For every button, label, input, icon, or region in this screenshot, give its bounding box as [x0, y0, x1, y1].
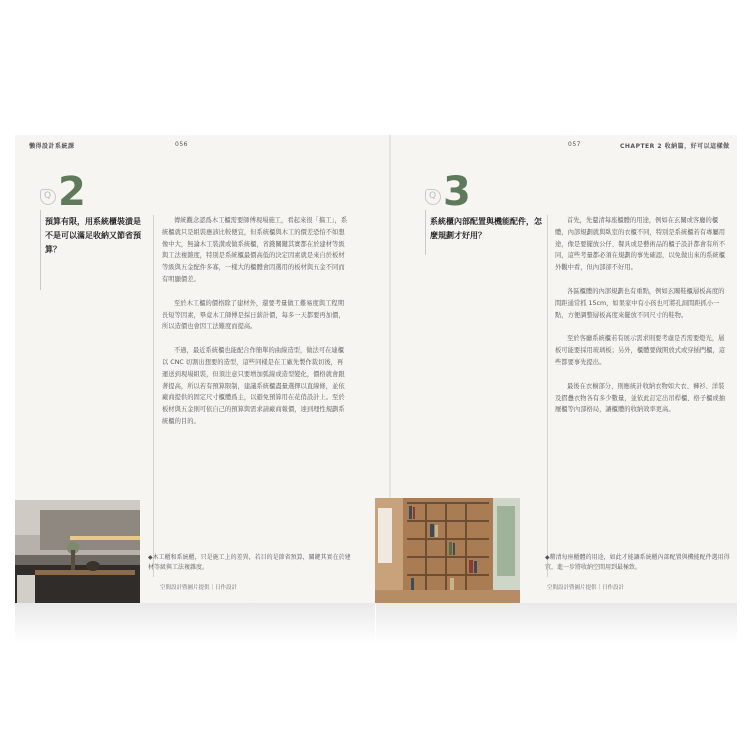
question-number: 3 [443, 169, 471, 215]
question-number: 2 [58, 169, 86, 215]
photo-credit-left: 空間設計暨圖片提供｜日作設計 [160, 585, 238, 591]
paragraph: 傳統觀念認爲木工櫃需要師傅現場施工，看起來很「搞工」，系統櫃就只是組裝應該比較便宜，但系統櫃與木工的價差恐怕不如想像中大，無論木工裝潢或做系統櫃，省錢關鍵其實都在於建材等級與工法複雜度，特別是系統櫃最價高低的決定因素就是來自於板材等級與五金配件多寡，一樣大的櫃體會因選用的板材與五金不同而有明顯價差。 [162, 217, 348, 283]
page-number-right: 057 [568, 141, 581, 148]
question-title: 系統櫃內部配置與機能配件，怎麼規劃才好用？ [430, 217, 542, 240]
photo-caption-right [545, 553, 730, 573]
caption-text: 釐清每座櫃體的用途，如此才能讓系統櫃內部配置與機能配件選用得宜，進一步將收納空間用到最極致。 [545, 554, 730, 571]
paragraph: 最後在衣櫥部分，則應統計收納衣物如大衣、褲衫、洋裝及摺疊衣物各有多少數量，並依此訂定出吊桿櫃、格子櫃或抽屜櫃等內部格局，讓櫃體的收納效率更高。 [555, 382, 726, 414]
page-shadow-right [376, 603, 737, 643]
column-divider [153, 215, 154, 577]
running-header-right: CHAPTER 2 收納篇，好可以這樣做 [620, 143, 730, 150]
dining-room-photo [15, 500, 140, 603]
paragraph: 不過，最近系統櫃也能配合作簡單的曲線造型，做法可在連櫃以 CNC 切割出想要的造型，這些同樣是在工廠先製作裁切後，再運送到現場組裝，但須注意只要增加弧線或造型變化，價格就會跟著提高，所以若有預算限制，建議系統櫃盡量選擇以直線條，並依廠商提供的固定尺寸櫃體爲主，以避免預算用在花俏設計上。至於板材與五金則可依自己的預算與需求請廠商報價，達到理性規劃系統櫃的目的。 [162, 347, 345, 425]
page-number-left: 056 [175, 141, 188, 148]
caption-arrow-icon: ◆ [545, 554, 550, 561]
paragraph: 至於客廳系統櫃若有展示需求則要考慮是否需要燈光，層板可能要採用玻璃板；另外，櫃體要做開放式或穿插門櫃，這些都要事先提出。 [555, 335, 726, 366]
caption-text: 木工櫃和系統櫃，只是施工上的差異，若目的是節省預算，關鍵其實在於建材等級與工法複雜度。 [148, 554, 351, 571]
question-title: 預算有限，用系統櫃裝潢是不是可以滿足收納又節省預算？ [45, 217, 141, 254]
photo-credit-right: 空間設計暨圖片提供｜日作設計 [547, 585, 625, 591]
caption-arrow-icon: ◆ [148, 554, 153, 561]
column-divider [547, 215, 548, 577]
body-text-right [555, 215, 727, 428]
book-spread [15, 135, 737, 603]
bookshelf-photo [375, 498, 520, 603]
dining-room-illustration [15, 500, 140, 603]
question-icon: Q [40, 189, 56, 205]
paragraph: 至於木工櫃的價格除了建材外，還要考量做工難易度與工程期長短等因素，畢竟木工師傅是採日薪計價，每多一天都要再加價，所以造價也會因工法難度而提高。 [162, 299, 345, 331]
page-shadow-left [15, 603, 375, 643]
question-icon: Q [425, 189, 441, 205]
question-rule [425, 210, 426, 255]
paragraph: 各區櫃體的內部規劃也有重點，例如玄關鞋櫃層板高度的間距通常抓 15cm，如果家中有小孩也可將孔洞間距抓小一點，方便調整層板高度來擺放不同尺寸的鞋物。 [555, 287, 725, 319]
running-header-left: 懶得設計系統課 [29, 143, 75, 150]
photo-caption-left [148, 553, 353, 573]
bookshelf-illustration [375, 498, 520, 603]
paragraph: 首先，先釐清每座櫃體的用途，例如在玄關或客廳的櫃體，內部規劃就與臥室的衣櫃不同，特別是系統櫃若有專屬用途，像是要擺放公仔、餐具或是藝術品的櫃子設計都會有所不同，這些考量都必須在規劃的事先確認，以免做出來的系統櫃外觀中看，但內部卻不好用。 [555, 217, 726, 272]
question-rule [40, 210, 41, 290]
body-text-left [162, 215, 349, 440]
